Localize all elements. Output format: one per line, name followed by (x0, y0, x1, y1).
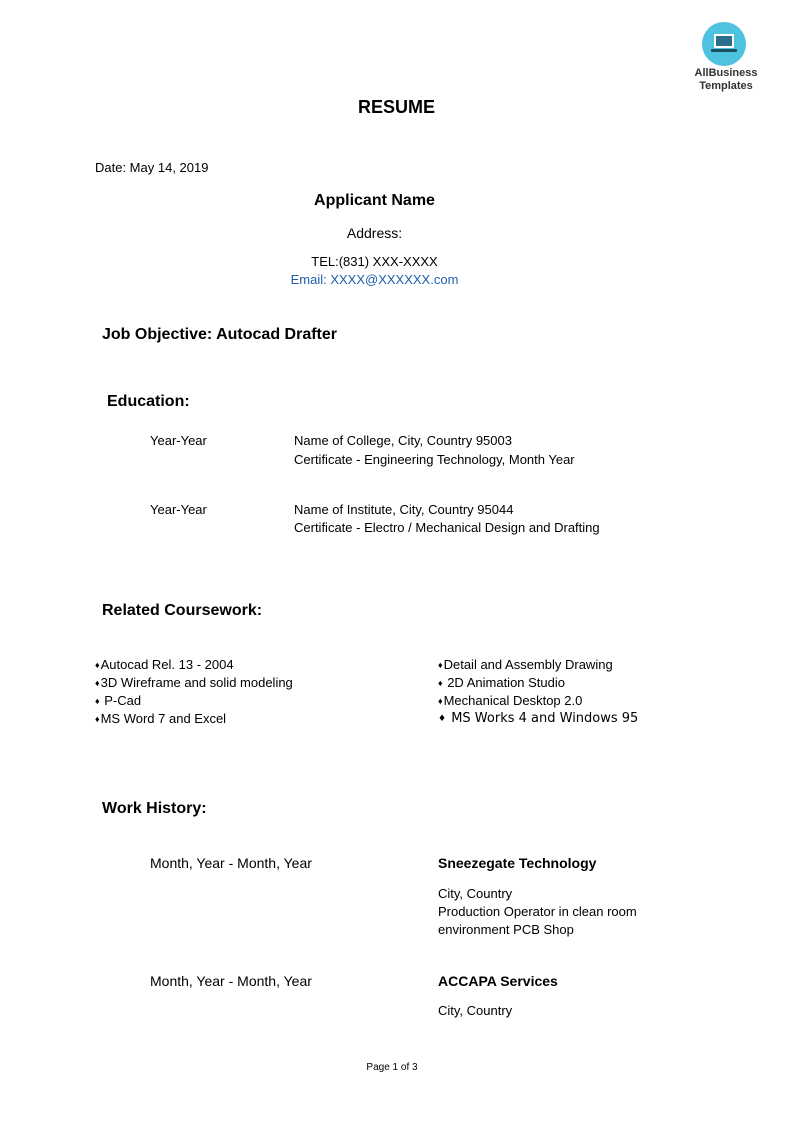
applicant-email[interactable]: Email: XXXX@XXXXXX.com (290, 272, 459, 287)
brand-line-1: AllBusiness (694, 67, 758, 79)
education-school: Name of Institute, City, Country 95044 (294, 502, 514, 517)
list-item: ♦ Mechanical Desktop 2.0 (438, 692, 638, 710)
list-item: ♦ MS Word 7 and Excel (95, 710, 293, 728)
work-history-heading: Work History: (102, 800, 207, 817)
brand-logo-text (688, 67, 764, 93)
education-certificate: Certificate - Engineering Technology, Month Year (294, 452, 575, 467)
list-item: ♦ 3D Wireframe and solid modeling (95, 674, 293, 692)
list-item: ♦ P-Cad (95, 692, 293, 710)
work-company: ACCAPA Services (438, 973, 558, 989)
applicant-name: Applicant Name (314, 192, 435, 209)
list-item: ♦ MS Works 4 and Windows 95 (438, 710, 638, 728)
work-dates: Month, Year - Month, Year (150, 973, 312, 989)
work-location: City, Country (438, 886, 513, 901)
education-years: Year-Year (150, 433, 207, 448)
work-company: Sneezegate Technology (438, 855, 597, 871)
coursework-list-right (438, 656, 638, 728)
education-certificate: Certificate - Electro / Mechanical Design and Drafting (294, 520, 600, 535)
coursework-list-left (95, 656, 293, 728)
education-school: Name of College, City, Country 95003 (294, 433, 512, 448)
page-number: Page 1 of 3 (366, 1062, 418, 1073)
job-objective: Job Objective: Autocad Drafter (102, 326, 338, 343)
applicant-address: Address: (346, 225, 403, 241)
applicant-tel: TEL:(831) XXX-XXXX (311, 254, 438, 269)
brand-line-2: Templates (699, 80, 753, 92)
work-description: environment PCB Shop (438, 922, 574, 937)
brand-logo (702, 22, 746, 66)
list-item: ♦ 2D Animation Studio (438, 674, 638, 692)
work-dates: Month, Year - Month, Year (150, 855, 312, 871)
laptop-icon (710, 32, 738, 56)
work-description: Production Operator in clean room (438, 904, 637, 919)
coursework-heading: Related Coursework: (102, 602, 263, 619)
document-title: RESUME (357, 97, 435, 117)
education-heading: Education: (107, 393, 190, 410)
list-item: ♦ Autocad Rel. 13 - 2004 (95, 656, 293, 674)
education-years: Year-Year (150, 502, 207, 517)
work-location: City, Country (438, 1003, 513, 1018)
document-date: Date: May 14, 2019 (95, 160, 209, 175)
list-item: ♦ Detail and Assembly Drawing (438, 656, 638, 674)
